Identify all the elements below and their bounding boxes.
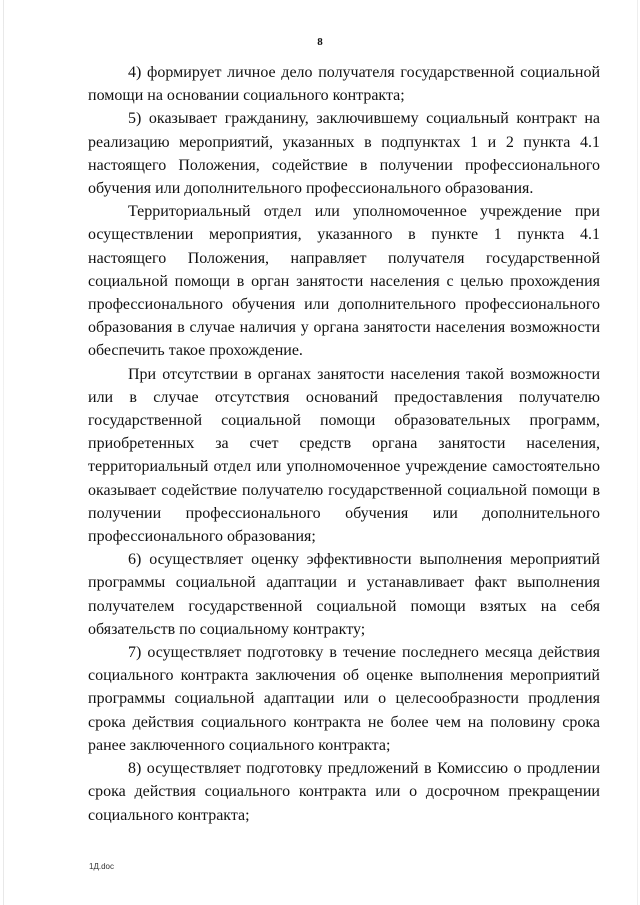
footer-filename: 1Д.doc: [89, 862, 114, 871]
page-number: 8: [317, 36, 323, 48]
paragraph-territorial-department: Территориальный отдел или уполномоченное учреждение при осуществлении мероприятия, указанного в пункте 1 пункта 4.1 настоящего Положения, направляет получателя государственной социальной помощи в орган занятости населения с целью прохождения профессионального обучения или дополнительного профессионального образования в случае наличия у органа занятости населения возможности обеспечить такое прохождение.: [88, 203, 600, 360]
paragraph-item-5: 5) оказывает гражданину, заключившему социальный контракт на реализацию мероприятий, указанных в подпунктах 1 и 2 пункта 4.1 настоящего Положения, содействие в получении профессионального обучения или дополнительного профессионального образования.: [88, 110, 600, 198]
scan-edge-right: [637, 0, 638, 905]
paragraph-item-4: 4) формирует личное дело получателя государственной социальной помощи на основании социального контракта;: [88, 64, 600, 105]
scan-edge-left: [3, 0, 4, 905]
document-body: [88, 61, 600, 827]
paragraph-item-8: 8) осуществляет подготовку предложений в Комиссию о продлении срока действия социального контракта или о досрочном прекращении социального контракта;: [88, 760, 600, 824]
paragraph-absence-of-opportunity: При отсутствии в органах занятости населения такой возможности или в случае отсутствия оснований предоставления получателю государственной социальной помощи образовательных программ, приобретенных за счет средств органа занятости населения, территориальный отдел или уполномоченное учреждение самостоятельно оказывает содействие получателю государственной социальной помощи в получении профессионального обучения или дополнительного профессионального образования;: [88, 365, 600, 546]
paragraph-item-7: 7) осуществляет подготовку в течение последнего месяца действия социального контракта заключения об оценке выполнения мероприятий программы социальной адаптации или о целесообразности продления срока действия социального контракта не более чем на половину срока ранее заключенного социального контракта;: [88, 644, 600, 754]
paragraph-item-6: 6) осуществляет оценку эффективности выполнения мероприятий программы социальной адаптации и устанавливает факт выполнения получателем государственной социальной помощи взятых на себя обязательств по социальному контракту;: [88, 551, 600, 638]
